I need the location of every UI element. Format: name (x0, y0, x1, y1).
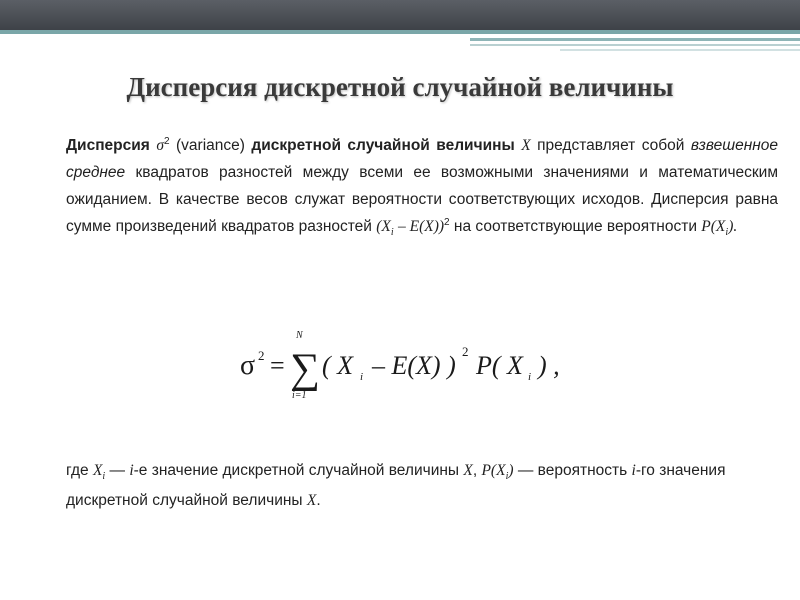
english-term: (variance) (176, 137, 245, 154)
variable-x: X (306, 492, 317, 509)
text: квадратов разностей между всеми ее возможными значениями и математическим ожиданием. В качестве весов служат вероятности соответствующих исходов. Дисперсия равна сумме произведений квадратов разностей (66, 164, 778, 235)
expression-open: (X (376, 218, 391, 235)
decorative-line (470, 44, 800, 46)
probability-open: P(X (701, 218, 726, 235)
comma: , (472, 462, 478, 479)
text: на соответствующие вероятности (453, 218, 697, 235)
subscript: i (505, 471, 509, 483)
explanation-note (66, 456, 778, 516)
definition-paragraph (66, 132, 778, 240)
formula-body: ( X (322, 351, 354, 380)
text: где (66, 462, 89, 479)
header-bar (0, 0, 800, 30)
formula-body-power: 2 (462, 344, 469, 359)
index-i: i (631, 462, 636, 479)
text: -го значения дискретной случайной величины (66, 462, 726, 509)
formula-probability-subscript: i (528, 371, 532, 383)
expression-subscript: i (390, 227, 394, 239)
sigma-power: 2 (163, 135, 170, 147)
decorative-line (470, 38, 800, 41)
expression-power: 2 (444, 216, 450, 228)
slide-title: Дисперсия дискретной случайной величины (126, 72, 674, 102)
probability-close: ) (508, 462, 514, 479)
formula-sigma: σ (240, 350, 256, 381)
sum-symbol: ∑ (290, 346, 320, 392)
text: вероятность (537, 462, 628, 479)
sum-lower-limit: i=1 (292, 390, 307, 400)
period: . (316, 492, 321, 509)
text: представляет собой (537, 137, 685, 154)
subscript: i (102, 471, 106, 483)
term: Дисперсия (66, 137, 150, 154)
dash: — (105, 462, 130, 479)
formula-probability: P( X (476, 351, 523, 380)
sigma-symbol: σ (156, 137, 164, 154)
text: -е значение дискретной случайной величины (133, 462, 460, 479)
variable-x: X (521, 137, 531, 154)
expression-middle: – E(X)) (398, 218, 445, 235)
probability-subscript: i (725, 227, 729, 239)
index-i: i (129, 462, 134, 479)
formula-sigma-power: 2 (258, 348, 265, 363)
formula-equals: = (270, 351, 285, 380)
dash: — (513, 462, 538, 479)
decorative-line (560, 49, 800, 51)
variable-x: X (463, 462, 473, 479)
header-accent-line (0, 30, 800, 34)
formula-body-middle: – E(X) ) (372, 351, 456, 380)
formula-probability-close: ) , (538, 351, 560, 380)
subject: дискретной случайной величины (251, 137, 515, 154)
variable-x: X (92, 462, 103, 479)
probability: P(X (481, 462, 506, 479)
formula-body-subscript: i (360, 371, 364, 383)
weighted-mean: взвешенное среднее (66, 137, 779, 181)
variance-formula (240, 330, 600, 400)
probability-close: ). (728, 218, 738, 235)
sum-upper-limit: N (296, 330, 303, 341)
